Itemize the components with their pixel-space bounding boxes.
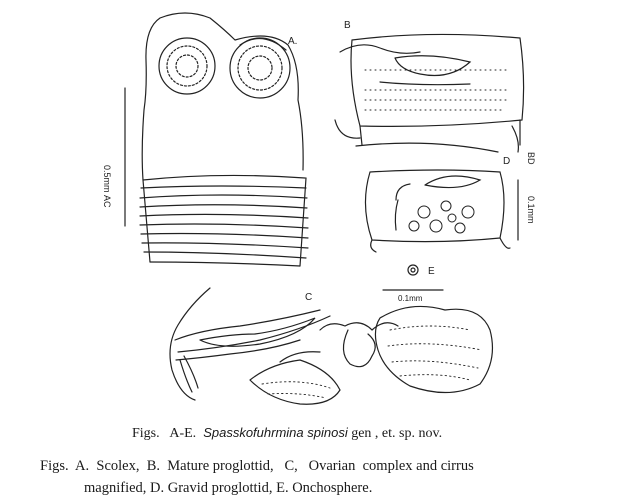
panel-label-e: E	[428, 266, 435, 277]
panel-label-b: B	[344, 20, 351, 31]
caption-prefix: Figs.	[132, 426, 160, 441]
panel-label-a: A.	[288, 36, 298, 47]
gravid-proglottid-drawing-d	[356, 143, 510, 252]
ovarian-complex-drawing-c	[170, 288, 492, 404]
scale-label-e: 0.1mm	[398, 294, 423, 303]
caption-species: Spasskofuhrmina spinosi	[203, 425, 348, 440]
scale-label-d: 0.1mm	[526, 196, 536, 224]
figure-caption	[132, 425, 442, 442]
legend-line-1: Figs. A. Scolex, B. Mature proglottid, C, Ovarian complex and cirrus	[40, 458, 474, 474]
panel-label-d: D	[503, 156, 511, 167]
scale-label-ac: AC	[102, 195, 112, 208]
scale-label-a: 0.5mm	[102, 165, 112, 193]
scolex-drawing-a	[140, 13, 308, 266]
caption-range: A-E.	[169, 426, 197, 441]
onchosphere-drawing-e	[408, 265, 418, 275]
figure-legend	[40, 455, 630, 499]
panel-label-c: C	[305, 292, 313, 303]
caption-suffix: gen , et. sp. nov.	[351, 426, 443, 441]
mature-proglottid-drawing-b	[335, 34, 524, 152]
scale-label-bd: BD	[526, 152, 536, 165]
legend-line-2: magnified, D. Gravid proglottid, E. Onchosphere.	[84, 480, 373, 496]
